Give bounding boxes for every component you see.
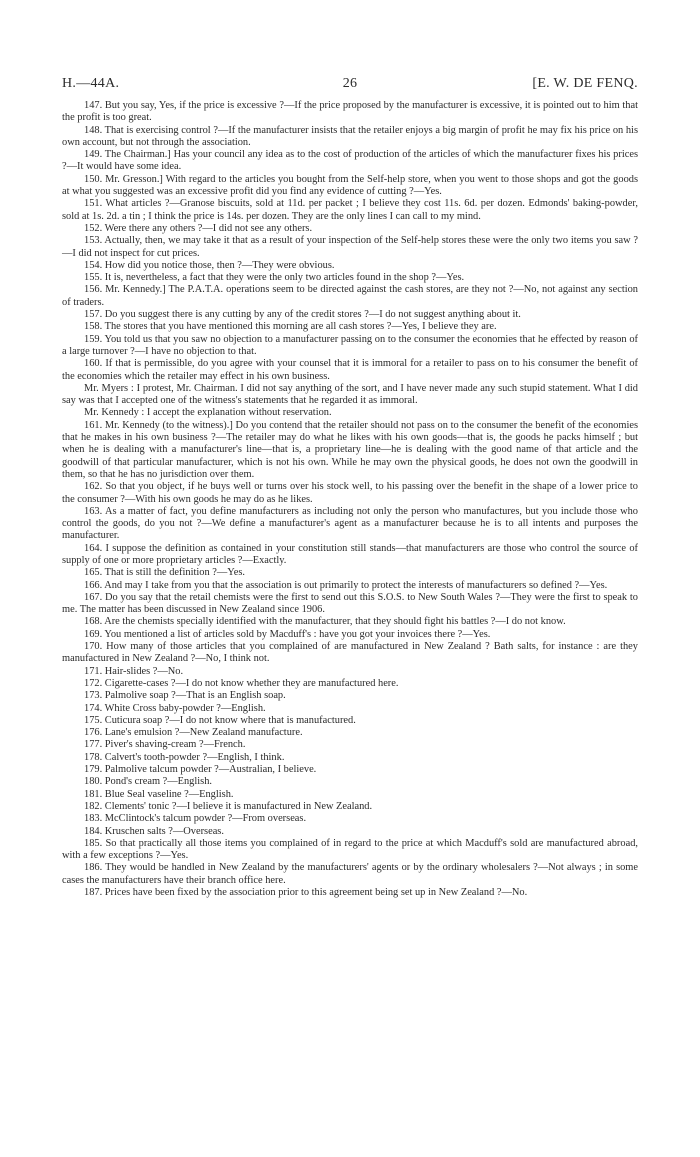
paragraph-167: 167. Do you say that the retail chemists were the first to send out this S.O.S. to New South Wales ?—They were the first to speak to me. The matter has been discussed in New Zealand since 1906. [62, 591, 638, 616]
paragraph-166: 166. And may I take from you that the association is out primarily to protect the interests of manufacturers so defined ?—Yes. [84, 579, 608, 591]
witness-name: [E. W. DE FENQ. [532, 76, 638, 91]
paragraph-157: 157. Do you suggest there is any cutting by any of the credit stores ?—I do not suggest anything about it. [84, 309, 521, 321]
paragraph-153: 153. Actually, then, we may take it that as a result of your inspection of the Self-help stores these were the only two items you saw ?—I did not inspect for cut prices. [62, 235, 638, 259]
paragraph-158: 158. The stores that you have mentioned this morning are all cash stores ?—Yes, I believe they are. [84, 321, 497, 333]
paragraph-151: 151. What articles ?—Granose biscuits, sold at 11d. per packet ; I believe they cost 11s. 6d. per dozen. Edmonds' baking-powder, sold at 1s. 2d. a tin ; I think the price is 14s. per dozen. They are the only lines I can call to my mind. [62, 198, 638, 222]
paragraph-154: 154. How did you notice those, then ?—They were obvious. [84, 259, 335, 271]
paragraph-160: 160. If that is permissible, do you agree with your counsel that it is immoral for a retailer to pass on to his consumer the benefit of the economies which the retailer may effect in his own business. [62, 358, 638, 382]
paragraph-180: 180. Pond's cream ?—English. [84, 776, 212, 788]
paragraph-169: 169. You mentioned a list of articles sold by Macduff's : have you got your invoices there ?—Yes. [84, 628, 491, 640]
paragraph-185: 185. So that practically all those items you complained of in regard to the price at which Macduff's sold are manufactured abroad, with a few exceptions ?—Yes. [62, 837, 638, 862]
paragraph-kennedy-statement: Mr. Kennedy : I accept the explanation without reservation. [84, 407, 332, 419]
paragraph-148: 148. That is exercising control ?—If the manufacturer insists that the retailer enjoys a big margin of profit he may fix his price on his own account, but not through the association. [62, 124, 638, 148]
paragraph-168: 168. Are the chemists specially identified with the manufacturer, that they should fight his battles ?—I do not know. [84, 616, 566, 628]
paragraph-165: 165. That is still the definition ?—Yes. [84, 567, 245, 579]
document-reference: H.—44A. [62, 76, 120, 91]
paragraph-186: 186. They would be handled in New Zealand by the manufacturers' agents or by the ordinary wholesalers ?—Not always ; in some cases the manufacturers have their branch office here. [62, 862, 638, 886]
paragraph-181: 181. Blue Seal vaseline ?—English. [84, 788, 234, 800]
paragraph-147: 147. But you say, Yes, if the price is excessive ?—If the price proposed by the manufacturer is excessive, it is pointed out to him that the profit is too great. [62, 100, 638, 124]
paragraph-178: 178. Calvert's tooth-powder ?—English, I think. [84, 751, 285, 763]
paragraph-172: 172. Cigarette-cases ?—I do not know whether they are manufactured here. [84, 677, 399, 689]
paragraph-179: 179. Palmolive talcum powder ?—Australian, I believe. [84, 764, 317, 776]
paragraph-149: 149. The Chairman.] Has your council any idea as to the cost of production of the articles of which the manufacturer fixes his prices ?—It would have some idea. [62, 149, 638, 173]
paragraph-174: 174. White Cross baby-powder ?—English. [84, 702, 266, 714]
paragraph-152: 152. Were there any others ?—I did not see any others. [84, 222, 313, 234]
paragraph-150: 150. Mr. Gresson.] With regard to the articles you bought from the Self-help store, when you went to those shops and got the goods at what you suggested was an excessive profit did you find any evidence of cutting ?—Yes. [62, 173, 638, 198]
paragraph-155: 155. It is, nevertheless, a fact that they were the only two articles found in the shop ?—Yes. [84, 272, 465, 284]
paragraph-184: 184. Kruschen salts ?—Overseas. [84, 825, 224, 837]
paragraph-161: 161. Mr. Kennedy (to the witness).] Do you contend that the retailer should not pass on to the consumer the benefit of the economies that he makes in his own business ?—The retailer may do what he likes with his own goods—that is, the goods he packs himself ; but when he is dealing with a manufacturer's line—that is, a proprietary line—he is dealing with the good name of that article and the goodwill of that particular manufacturer, which is not his own. While he may own the physical goods, he does not own the goodwill in them, so that he has no jurisdiction over them. [62, 419, 638, 480]
paragraph-175: 175. Cuticura soap ?—I do not know where that is manufactured. [84, 714, 356, 726]
paragraph-182: 182. Clements' tonic ?—I believe it is manufactured in New Zealand. [84, 800, 373, 812]
paragraph-170: 170. How many of those articles that you complained of are manufactured in New Zealand ? Bath salts, for instance : are they manufactured in New Zealand ?—No, I think not. [62, 641, 638, 665]
page-header [62, 76, 638, 92]
paragraph-173: 173. Palmolive soap ?—That is an English soap. [84, 690, 286, 702]
paragraph-163: 163. As a matter of fact, you define manufacturers as including not only the person who manufactures, but you include those who control the goods, do you not ?—We define a manufacturer's agent as a manufacturer because he is to all intents and purposes the manufacturer. [62, 505, 638, 542]
paragraph-156: 156. Mr. Kennedy.] The P.A.T.A. operations seem to be directed against the cash stores, are they not ?—No, not against any section of traders. [62, 284, 638, 308]
paragraph-176: 176. Lane's emulsion ?—New Zealand manufacture. [84, 727, 303, 739]
paragraph-164: 164. I suppose the definition as contained in your constitution still stands—that manufacturers are those who control the source of supply of one or more proprietary articles ?—Exactly. [62, 542, 638, 566]
paragraph-159: 159. You told us that you saw no objection to a manufacturer passing on to the consumer the economies that he effected by reason of a large turnover ?—I have no objection to that. [62, 333, 638, 357]
transcript-body [62, 100, 638, 899]
paragraph-myers-statement: Mr. Myers : I protest, Mr. Chairman. I did not say anything of the sort, and I have never made any such stupid statement. What I did say was that I accepted one of the witness's statements that he regarded it as immoral. [62, 382, 638, 407]
paragraph-183: 183. McClintock's talcum powder ?—From overseas. [84, 813, 307, 825]
paragraph-187: 187. Prices have been fixed by the association prior to this agreement being set up in New Zealand ?—No. [84, 887, 528, 898]
paragraph-177: 177. Piver's shaving-cream ?—French. [84, 739, 246, 751]
paragraph-171: 171. Hair-slides ?—No. [84, 665, 184, 677]
paragraph-162: 162. So that you object, if he buys well or turns over his stock well, to his passing over the benefit in the shape of a lower price to the consumer ?—With his own goods he may do as he likes. [62, 481, 638, 505]
page-number: 26 [342, 76, 358, 91]
